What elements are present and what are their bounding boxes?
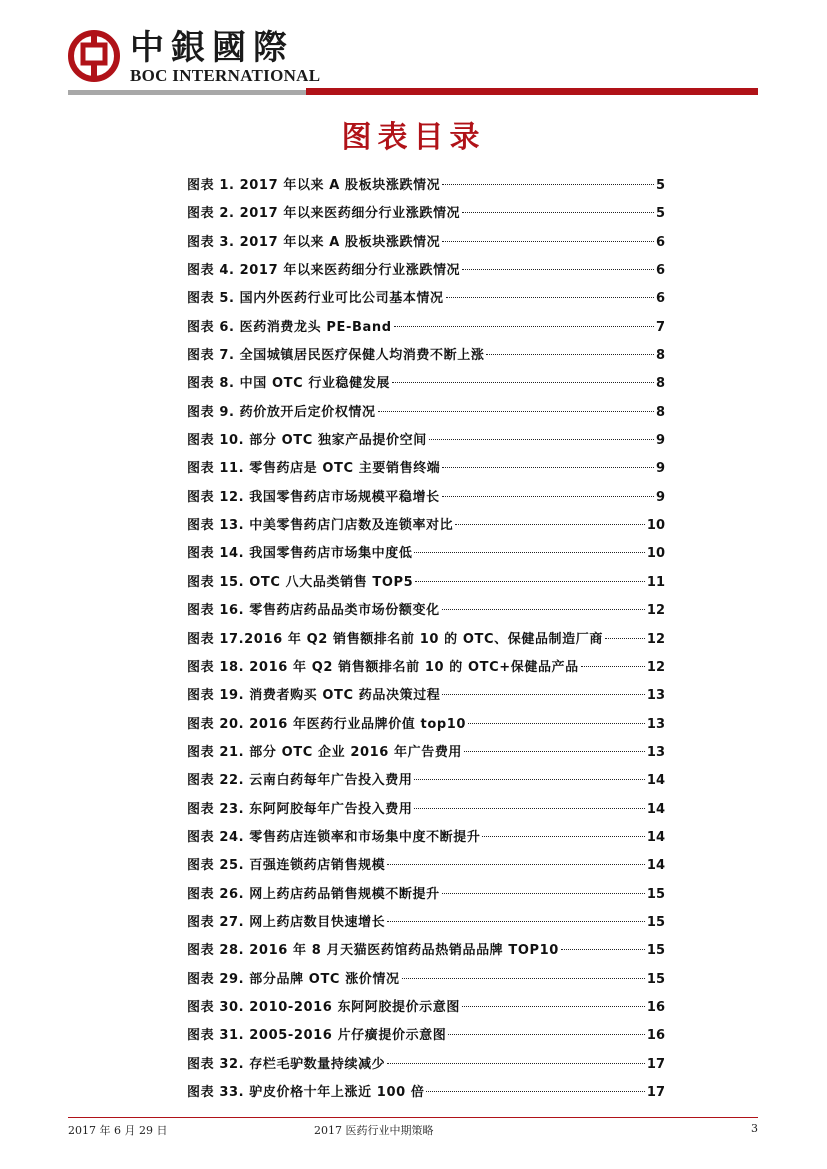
footer-divider xyxy=(68,1117,758,1118)
toc-entry-page: 6 xyxy=(655,234,665,250)
toc-entry-page: 6 xyxy=(655,263,665,279)
toc-entry-page: 10 xyxy=(646,518,665,534)
toc-entry-label: 图表 25. 百强连锁药店销售规模 xyxy=(187,858,386,874)
toc-entry-label: 图表 32. 存栏毛驴数量持续减少 xyxy=(187,1056,386,1072)
toc-entry[interactable] xyxy=(187,455,665,483)
toc-entry-label: 图表 16. 零售药店药品品类市场份额变化 xyxy=(187,603,440,619)
toc-leader-dots xyxy=(442,694,645,695)
toc-entry-page: 15 xyxy=(646,971,665,987)
toc-leader-dots xyxy=(462,1006,645,1007)
toc-entry-label: 图表 20. 2016 年医药行业品牌价值 top10 xyxy=(187,716,467,732)
page-header xyxy=(0,0,827,100)
toc-entry[interactable] xyxy=(187,1022,665,1050)
toc-leader-dots xyxy=(415,581,645,582)
toc-entry-page: 15 xyxy=(646,914,665,930)
toc-entry[interactable] xyxy=(187,626,665,654)
toc-entry[interactable] xyxy=(187,342,665,370)
toc-entry-page: 12 xyxy=(646,603,665,619)
toc-entry-page: 10 xyxy=(646,546,665,562)
footer-report-title: 2017 医药行业中期策略 xyxy=(314,1124,434,1137)
toc-entry-label: 图表 14. 我国零售药店市场集中度低 xyxy=(187,546,413,562)
toc-entry-label: 图表 23. 东阿阿胶每年广告投入费用 xyxy=(187,801,413,817)
toc-entry-label: 图表 2. 2017 年以来医药细分行业涨跌情况 xyxy=(187,206,461,222)
toc-entry[interactable] xyxy=(187,1051,665,1079)
footer-page-number: 3 xyxy=(751,1122,758,1135)
toc-leader-dots xyxy=(605,638,645,639)
toc-entry-page: 16 xyxy=(646,1028,665,1044)
toc-leader-dots xyxy=(482,836,644,837)
toc-leader-dots xyxy=(462,269,654,270)
toc-entry[interactable] xyxy=(187,767,665,795)
toc-entry[interactable] xyxy=(187,512,665,540)
toc-entry[interactable] xyxy=(187,257,665,285)
toc-entry-page: 13 xyxy=(646,744,665,760)
toc-leader-dots xyxy=(468,723,645,724)
toc-entry-label: 图表 18. 2016 年 Q2 销售额排名前 10 的 OTC+保健品产品 xyxy=(187,659,579,675)
toc-leader-dots xyxy=(448,1034,645,1035)
toc-entry-page: 8 xyxy=(655,404,665,420)
toc-entry-label: 图表 28. 2016 年 8 月天猫医药馆药品热销品品牌 TOP10 xyxy=(187,943,559,959)
toc-leader-dots xyxy=(429,439,654,440)
toc-entry[interactable] xyxy=(187,229,665,257)
toc-leader-dots xyxy=(442,241,654,242)
toc-entry-label: 图表 3. 2017 年以来 A 股板块涨跌情况 xyxy=(187,234,441,250)
toc-leader-dots xyxy=(581,666,645,667)
toc-entry-page: 12 xyxy=(646,659,665,675)
toc-entry-label: 图表 22. 云南白药每年广告投入费用 xyxy=(187,773,413,789)
toc-entry-label: 图表 26. 网上药店药品销售规模不断提升 xyxy=(187,886,440,902)
toc-entry-page: 12 xyxy=(646,631,665,647)
toc-entry-label: 图表 9. 药价放开后定价权情况 xyxy=(187,404,376,420)
toc-entry-page: 5 xyxy=(655,178,665,193)
toc-leader-dots xyxy=(378,411,654,412)
toc-leader-dots xyxy=(442,496,654,497)
toc-entry-label: 图表 21. 部分 OTC 企业 2016 年广告费用 xyxy=(187,744,463,760)
toc-entry[interactable] xyxy=(187,540,665,568)
toc-leader-dots xyxy=(446,297,654,298)
toc-entry-page: 15 xyxy=(646,943,665,959)
page-footer xyxy=(68,1122,758,1140)
toc-entry-page: 17 xyxy=(646,1056,665,1072)
toc-title: 图表目录 xyxy=(341,120,486,155)
toc-entry[interactable] xyxy=(187,484,665,512)
toc-entry-label: 图表 8. 中国 OTC 行业稳健发展 xyxy=(187,376,390,392)
toc-leader-dots xyxy=(426,1091,644,1092)
toc-entry-label: 图表 15. OTC 八大品类销售 TOP5 xyxy=(187,574,414,590)
toc-entry[interactable] xyxy=(187,314,665,342)
toc-leader-dots xyxy=(486,354,654,355)
toc-entry[interactable] xyxy=(187,994,665,1022)
toc-entry[interactable] xyxy=(187,852,665,880)
toc-list xyxy=(187,172,665,1107)
toc-leader-dots xyxy=(402,978,645,979)
toc-entry-page: 6 xyxy=(655,291,665,307)
toc-leader-dots xyxy=(387,1063,645,1064)
toc-entry-label: 图表 6. 医药消费龙头 PE-Band xyxy=(187,319,392,335)
brand-name-english: BOC INTERNATIONAL xyxy=(130,66,321,85)
toc-entry-label: 图表 13. 中美零售药店门店数及连锁率对比 xyxy=(187,518,454,534)
toc-entry-label: 图表 31. 2005-2016 片仔癀提价示意图 xyxy=(187,1028,447,1044)
toc-leader-dots xyxy=(462,212,654,213)
toc-leader-dots xyxy=(387,921,645,922)
toc-entry-label: 图表 7. 全国城镇居民医疗保健人均消费不断上涨 xyxy=(187,348,485,364)
toc-entry-page: 13 xyxy=(646,716,665,732)
toc-entry[interactable] xyxy=(187,966,665,994)
toc-entry-label: 图表 29. 部分品牌 OTC 涨价情况 xyxy=(187,971,400,987)
boc-logo-icon xyxy=(68,30,120,82)
toc-entry[interactable] xyxy=(187,427,665,455)
toc-leader-dots xyxy=(442,467,654,468)
toc-entry[interactable] xyxy=(187,711,665,739)
toc-entry[interactable] xyxy=(187,654,665,682)
toc-leader-dots xyxy=(394,326,654,327)
toc-leader-dots xyxy=(414,779,644,780)
toc-entry[interactable] xyxy=(187,597,665,625)
toc-entry-label: 图表 30. 2010-2016 东阿阿胶提价示意图 xyxy=(187,999,460,1015)
toc-leader-dots xyxy=(464,751,645,752)
toc-entry-label: 图表 4. 2017 年以来医药细分行业涨跌情况 xyxy=(187,263,461,279)
toc-entry-label: 图表 12. 我国零售药店市场规模平稳增长 xyxy=(187,489,440,505)
toc-entry-page: 9 xyxy=(655,461,665,477)
toc-entry[interactable] xyxy=(187,1079,665,1107)
footer-date: 2017 年 6 月 29 日 xyxy=(68,1124,168,1137)
toc-entry[interactable] xyxy=(187,399,665,427)
toc-entry-page: 9 xyxy=(655,489,665,505)
toc-leader-dots xyxy=(455,524,645,525)
toc-leader-dots xyxy=(414,808,644,809)
toc-entry-page: 11 xyxy=(646,574,665,590)
toc-entry-label: 图表 27. 网上药店数目快速增长 xyxy=(187,914,386,930)
toc-entry[interactable] xyxy=(187,909,665,937)
toc-entry-label: 图表 24. 零售药店连锁率和市场集中度不断提升 xyxy=(187,829,481,845)
toc-entry-label: 图表 1. 2017 年以来 A 股板块涨跌情况 xyxy=(187,178,441,193)
toc-entry-label: 图表 11. 零售药店是 OTC 主要销售终端 xyxy=(187,461,441,477)
toc-entry-page: 14 xyxy=(646,773,665,789)
toc-entry[interactable] xyxy=(187,285,665,313)
toc-entry-page: 8 xyxy=(655,348,665,364)
toc-entry[interactable] xyxy=(187,739,665,767)
toc-entry[interactable] xyxy=(187,682,665,710)
toc-entry-page: 15 xyxy=(646,886,665,902)
toc-entry-page: 16 xyxy=(646,999,665,1015)
toc-entry[interactable] xyxy=(187,881,665,909)
toc-leader-dots xyxy=(442,184,654,185)
toc-entry-page: 9 xyxy=(655,433,665,449)
toc-entry-page: 5 xyxy=(655,206,665,222)
toc-leader-dots xyxy=(442,609,645,610)
header-divider-red xyxy=(306,88,758,95)
toc-entry-page: 14 xyxy=(646,829,665,845)
toc-entry-page: 14 xyxy=(646,858,665,874)
toc-entry[interactable] xyxy=(187,937,665,965)
toc-leader-dots xyxy=(387,864,645,865)
brand-name-chinese: 中銀國際 xyxy=(130,28,294,68)
toc-entry-label: 图表 19. 消费者购买 OTC 药品决策过程 xyxy=(187,688,441,704)
toc-entry-label: 图表 5. 国内外医药行业可比公司基本情况 xyxy=(187,291,444,307)
toc-leader-dots xyxy=(392,382,654,383)
toc-entry-page: 13 xyxy=(646,688,665,704)
toc-entry[interactable] xyxy=(187,796,665,824)
toc-leader-dots xyxy=(414,552,644,553)
toc-entry-page: 8 xyxy=(655,376,665,392)
toc-entry-label: 图表 17.2016 年 Q2 销售额排名前 10 的 OTC、保健品制造厂商 xyxy=(187,631,603,647)
toc-entry[interactable] xyxy=(187,370,665,398)
toc-leader-dots xyxy=(442,893,645,894)
toc-entry-label: 图表 10. 部分 OTC 独家产品提价空间 xyxy=(187,433,427,449)
toc-entry-page: 17 xyxy=(646,1085,665,1100)
toc-entry-page: 7 xyxy=(655,319,665,335)
toc-entry[interactable] xyxy=(187,172,665,200)
toc-entry[interactable] xyxy=(187,824,665,852)
toc-entry[interactable] xyxy=(187,200,665,228)
header-divider-gray xyxy=(68,90,306,95)
toc-entry[interactable] xyxy=(187,569,665,597)
toc-entry-page: 14 xyxy=(646,801,665,817)
toc-entry-label: 图表 33. 驴皮价格十年上涨近 100 倍 xyxy=(187,1085,425,1100)
toc-leader-dots xyxy=(561,949,645,950)
